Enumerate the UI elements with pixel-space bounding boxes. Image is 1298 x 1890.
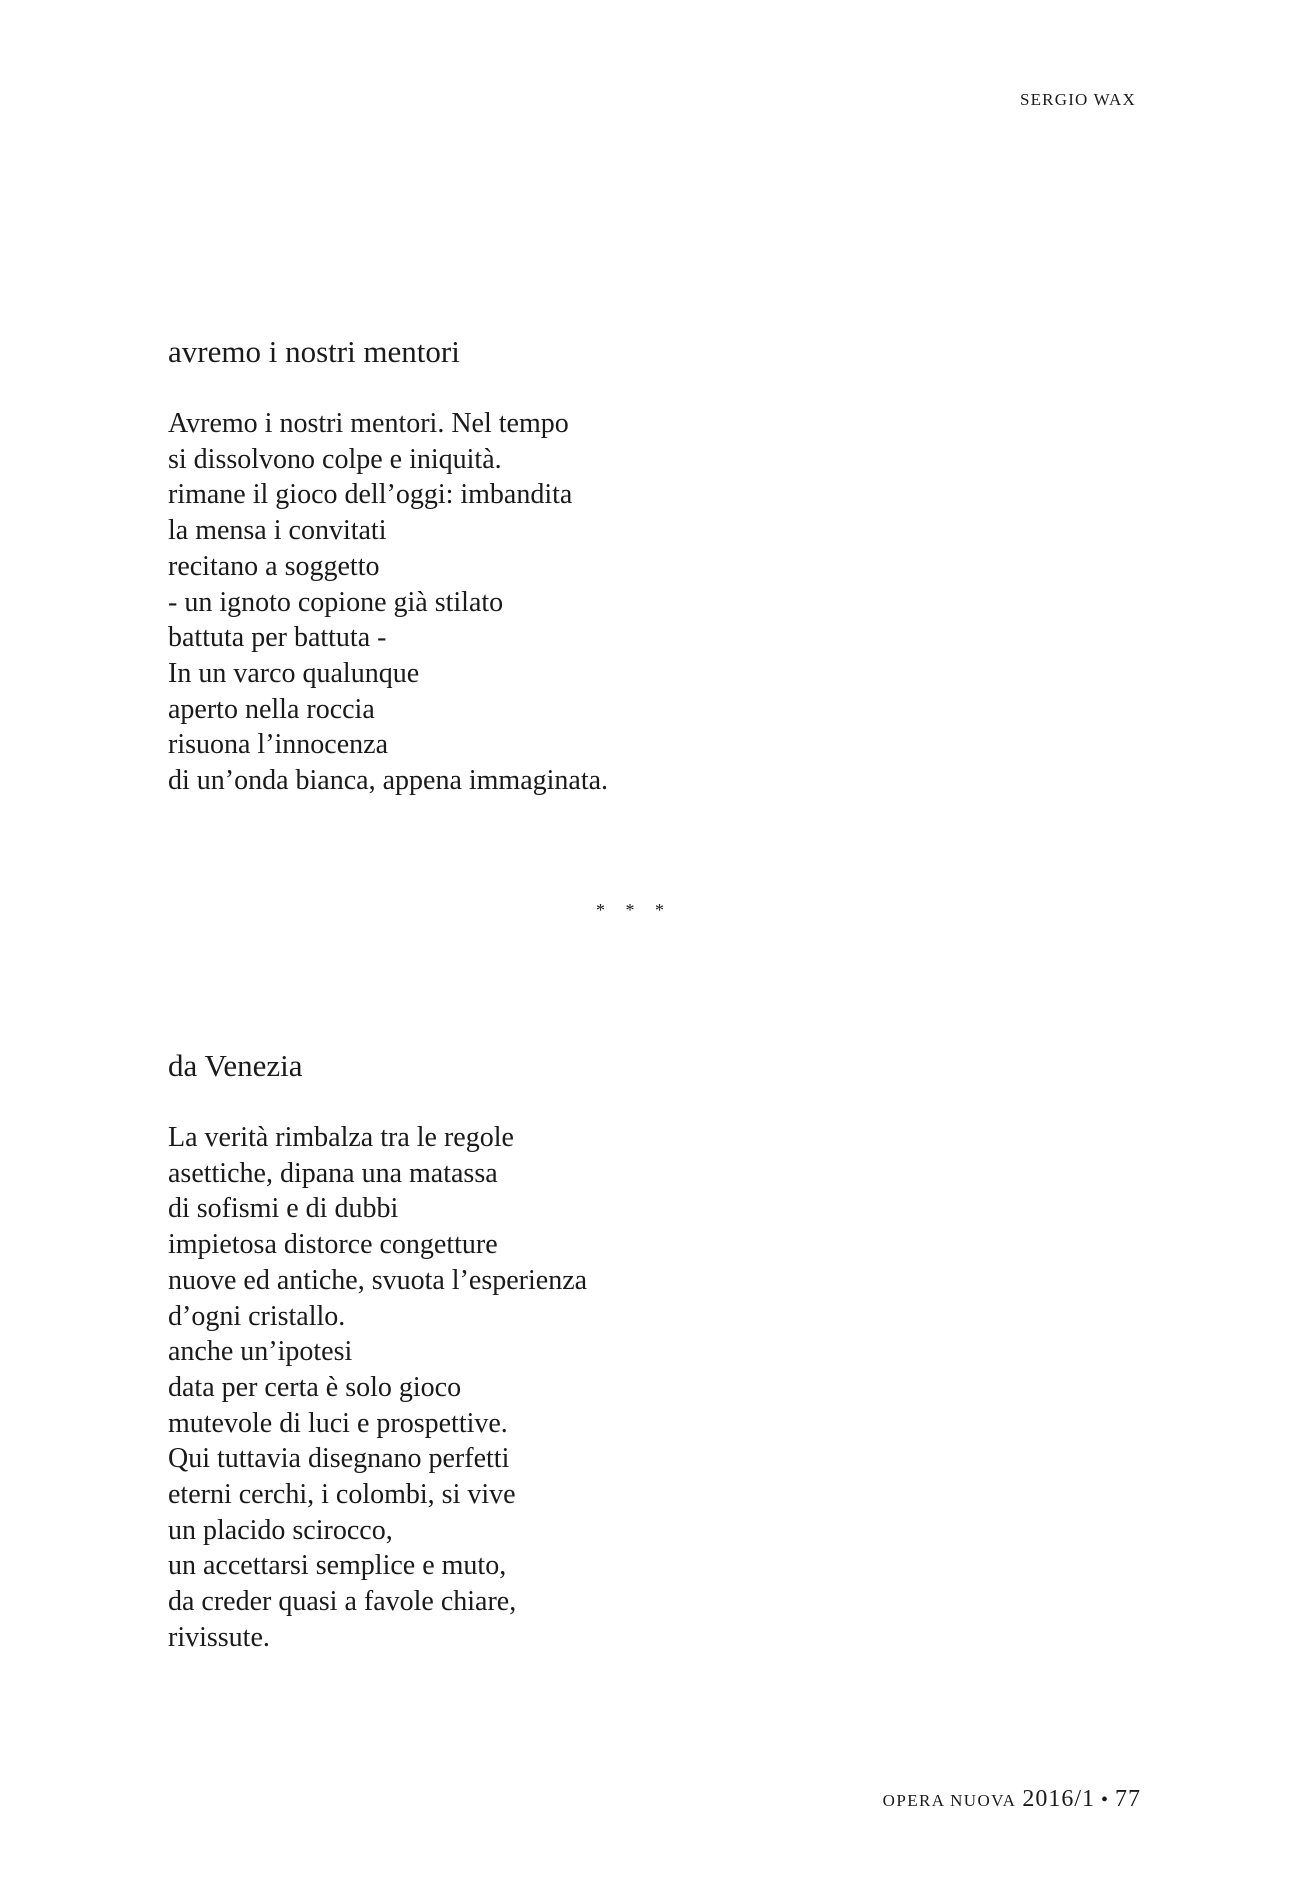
poem-line: impietosa distorce congetture — [168, 1229, 498, 1261]
poem-line: risuona l’innocenza — [168, 729, 389, 761]
poem-line: mutevole di luci e prospettive. — [168, 1407, 508, 1439]
footer-bullet: • — [1100, 1789, 1109, 1811]
poem-line: rivissute. — [168, 1621, 270, 1653]
poem-line: un accettarsi semplice e muto, — [168, 1550, 507, 1582]
section-separator: * * * — [596, 900, 672, 920]
poem-line: Qui tuttavia disegnano perfetti — [168, 1443, 510, 1475]
poem-line: data per certa è solo gioco — [168, 1371, 462, 1403]
poem-title-venezia: da Venezia — [168, 1048, 303, 1083]
poem-line: rimane il gioco dell’oggi: imbandita — [168, 479, 573, 511]
poem-line: Avremo i nostri mentori. Nel tempo — [168, 408, 569, 439]
poem-line: aperto nella roccia — [168, 693, 375, 725]
poem-line: la mensa i convitati — [168, 515, 387, 547]
poem-line: asettiche, dipana una matassa — [168, 1157, 498, 1189]
poem-line: In un varco qualunque — [168, 657, 420, 689]
running-head-author: SERGIO WAX — [1019, 90, 1136, 109]
journal-name: OPERA NUOVA — [882, 1791, 1017, 1810]
poem-line: recitano a soggetto — [168, 550, 380, 582]
poem-line: un placido scirocco, — [168, 1514, 393, 1546]
issue-number: 2016/1 — [1022, 1786, 1095, 1812]
poem-line: eterni cerchi, i colombi, si vive — [168, 1479, 516, 1511]
poem-line: nuove ed antiche, svuota l’esperienza — [168, 1264, 588, 1296]
page-footer — [883, 1786, 1141, 1813]
poem-title-avremo: avremo i nostri mentori — [168, 334, 460, 369]
poem-line: battuta per battuta - — [168, 622, 387, 654]
poem-body-venezia — [168, 1120, 587, 1656]
poem-line: da creder quasi a favole chiare, — [168, 1586, 517, 1618]
poem-line: - un ignoto copione già stilato — [168, 586, 504, 618]
poem-line: La verità rimbalza tra le regole — [168, 1122, 514, 1153]
poem-line: d’ogni cristallo. — [168, 1300, 346, 1332]
poem-line: di sofismi e di dubbi — [168, 1193, 399, 1225]
page-number: 77 — [1115, 1786, 1141, 1812]
poem-line: anche un’ipotesi — [168, 1336, 353, 1368]
poem-line: si dissolvono colpe e iniquità. — [168, 443, 502, 475]
poem-body-avremo — [168, 406, 608, 799]
poem-line: di un’onda bianca, appena immaginata. — [168, 765, 609, 797]
